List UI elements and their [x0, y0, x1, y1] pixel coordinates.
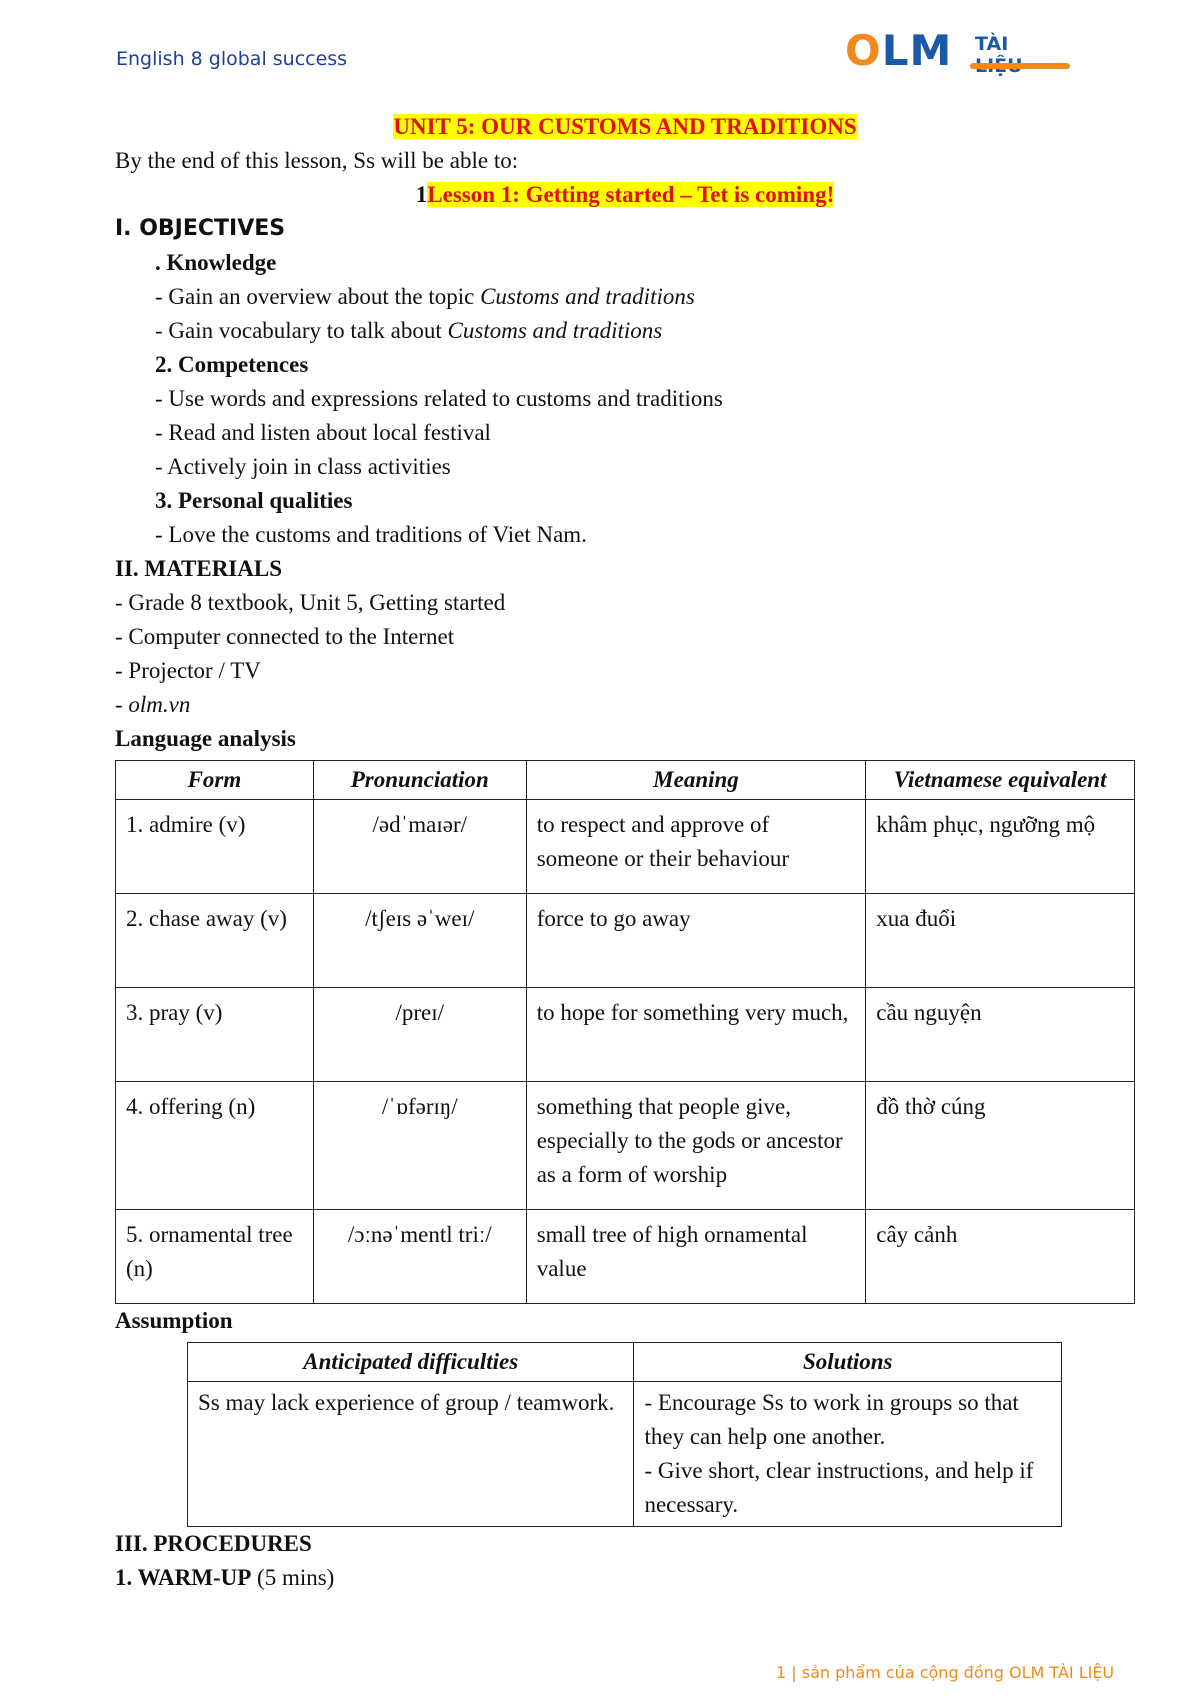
solution-item-2: - Give short, clear instructions, and help if necessary. — [644, 1458, 1034, 1517]
vietnamese-cell: xua đuổi — [866, 894, 1135, 988]
logo-tag: TÀI — [975, 33, 1009, 55]
warmup-line — [115, 1561, 1135, 1595]
table-row — [116, 894, 1135, 988]
table-row — [116, 988, 1135, 1082]
objectives-heading: I. OBJECTIVES — [115, 216, 286, 241]
olm-logo — [845, 26, 1055, 76]
competence-item-3: - Actively join in class activities — [155, 454, 451, 479]
pronunciation-cell: /ɔːnəˈmentl triː/ — [313, 1210, 526, 1304]
column-header: Anticipated difficulties — [188, 1343, 634, 1382]
form-cell: 1. admire (v) — [116, 800, 314, 894]
assumption-table — [187, 1342, 1062, 1527]
competences-heading: 2. Competences — [155, 352, 309, 377]
quality-item-1: - Love the customs and traditions of Viet Nam. — [155, 522, 587, 547]
pronunciation-cell: /ˈɒfərɪŋ/ — [313, 1082, 526, 1210]
assumption-heading: Assumption — [115, 1308, 233, 1333]
material-item-2: - Computer connected to the Internet — [115, 624, 455, 649]
column-header: Form — [116, 761, 314, 800]
knowledge-heading: . Knowledge — [155, 250, 277, 275]
page-footer: 1 | sản phẩm của cộng đồng OLM TÀI LIỆU — [776, 1663, 1115, 1682]
table-row — [188, 1382, 1062, 1527]
pronunciation-cell: /ədˈmaɪər/ — [313, 800, 526, 894]
material-item-1: - Grade 8 textbook, Unit 5, Getting started — [115, 590, 506, 615]
column-header: Solutions — [634, 1343, 1062, 1382]
header-subject: English 8 global success — [116, 48, 348, 70]
vietnamese-cell: khâm phục, ngưỡng mộ — [866, 800, 1135, 894]
column-header: Pronunciation — [313, 761, 526, 800]
meaning-cell: force to go away — [526, 894, 866, 988]
warmup-label: 1. WARM-UP — [115, 1565, 252, 1590]
language-analysis-heading: Language analysis — [115, 726, 296, 751]
difficulty-cell: Ss may lack experience of group / teamwork. — [188, 1382, 634, 1527]
meaning-cell: to hope for something very much, — [526, 988, 866, 1082]
solution-cell — [634, 1382, 1062, 1527]
unit-title-line — [115, 110, 1135, 144]
vietnamese-cell: đồ thờ cúng — [866, 1082, 1135, 1210]
lesson-number: 1 — [415, 182, 428, 207]
form-cell: 3. pray (v) — [116, 988, 314, 1082]
warmup-time: (5 mins) — [251, 1565, 335, 1590]
pronunciation-cell: /tʃeɪs əˈweɪ/ — [313, 894, 526, 988]
pronunciation-cell: /preɪ/ — [313, 988, 526, 1082]
logo-underline — [970, 63, 1070, 69]
table-header-row — [116, 761, 1135, 800]
materials-heading: II. MATERIALS — [115, 556, 282, 581]
vietnamese-cell: cầu nguyện — [866, 988, 1135, 1082]
meaning-cell: small tree of high ornamental value — [526, 1210, 866, 1304]
table-row — [116, 1082, 1135, 1210]
language-analysis-table — [115, 760, 1135, 1304]
meaning-cell: to respect and approve of someone or their behaviour — [526, 800, 866, 894]
logo-mark: OLM — [845, 26, 953, 75]
material-item-4: - olm.vn — [115, 692, 191, 717]
solution-item-1: - Encourage Ss to work in groups so that they can help one another. — [644, 1390, 1019, 1449]
meaning-cell: something that people give, especially to the gods or ancestor as a form of worship — [526, 1082, 866, 1210]
table-row — [116, 800, 1135, 894]
knowledge-item-2: - Gain vocabulary to talk about Customs and traditions — [155, 318, 663, 343]
document-body — [115, 110, 1135, 1595]
knowledge-item-1: - Gain an overview about the topic Customs and traditions — [155, 284, 695, 309]
form-cell: 4. offering (n) — [116, 1082, 314, 1210]
competence-item-2: - Read and listen about local festival — [155, 420, 491, 445]
intro-text: By the end of this lesson, Ss will be able to: — [115, 148, 519, 173]
table-row — [116, 1210, 1135, 1304]
qualities-heading: 3. Personal qualities — [155, 488, 353, 513]
lesson-title: Lesson 1: Getting started – Tet is coming! — [427, 182, 835, 207]
table-header-row — [188, 1343, 1062, 1382]
column-header: Meaning — [526, 761, 866, 800]
form-cell: 2. chase away (v) — [116, 894, 314, 988]
vietnamese-cell: cây cảnh — [866, 1210, 1135, 1304]
material-item-3: - Projector / TV — [115, 658, 261, 683]
unit-title: UNIT 5: OUR CUSTOMS AND TRADITIONS — [393, 114, 857, 139]
lesson-title-line — [115, 178, 1135, 212]
competence-item-1: - Use words and expressions related to customs and traditions — [155, 386, 723, 411]
column-header: Vietnamese equivalent — [866, 761, 1135, 800]
form-cell: 5. ornamental tree (n) — [116, 1210, 314, 1304]
procedures-heading: III. PROCEDURES — [115, 1531, 312, 1556]
